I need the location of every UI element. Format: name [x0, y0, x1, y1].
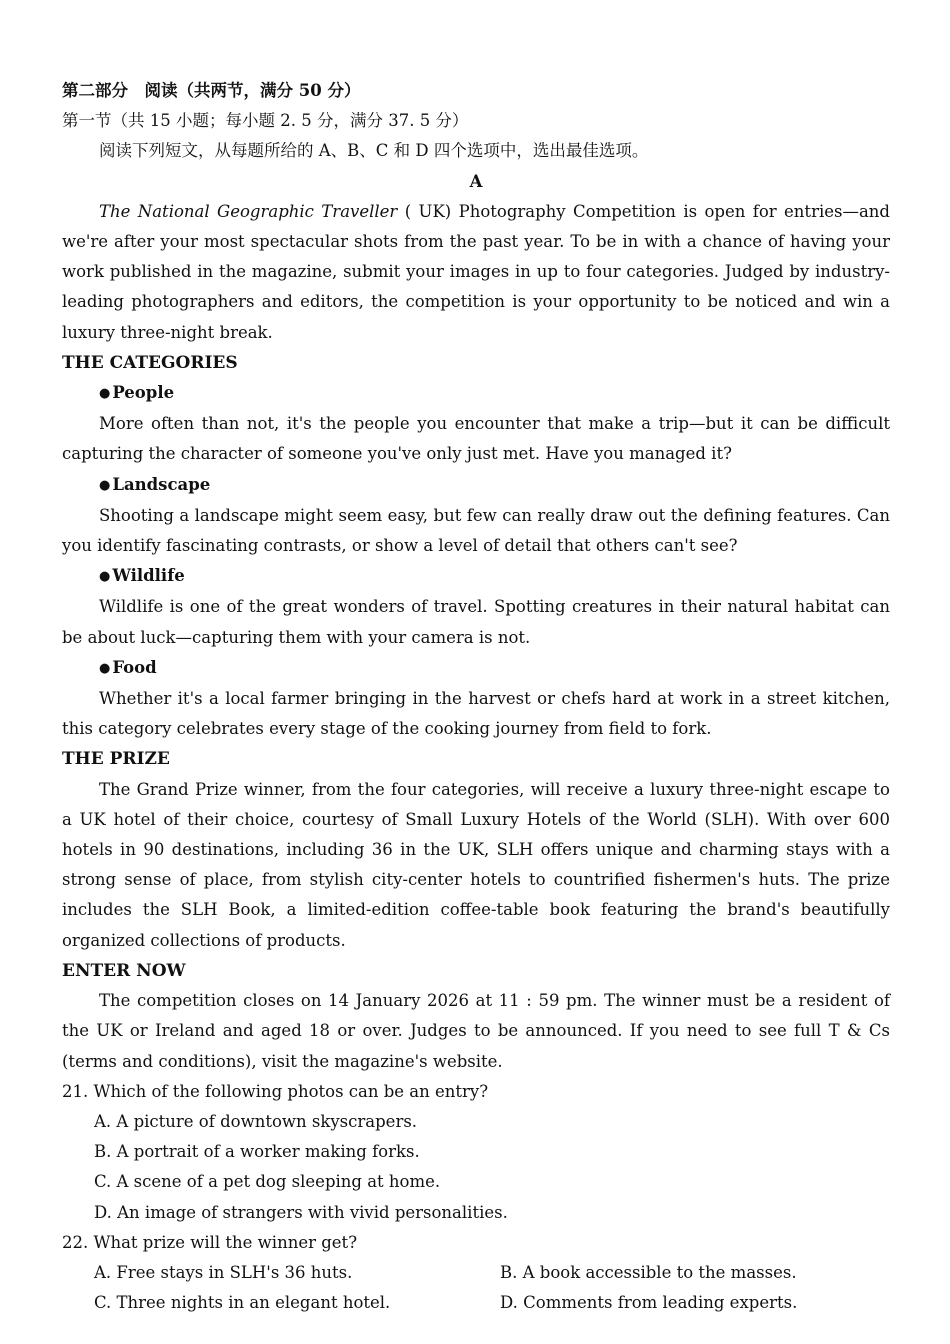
option-22-d: D. Comments from leading experts.	[500, 1293, 798, 1313]
category-name: Landscape	[112, 474, 211, 494]
option-22-b: B. A book accessible to the masses.	[500, 1262, 797, 1282]
options-row	[62, 1258, 890, 1288]
category-landscape	[62, 470, 890, 501]
category-people	[62, 378, 890, 409]
passage-label: A	[469, 171, 483, 191]
options-row	[62, 1288, 890, 1318]
option-21-c: C. A scene of a pet dog sleeping at home.	[94, 1172, 441, 1192]
instructions: 阅读下列短文，从每题所给的 A、B、C 和 D 四个选项中，选出最佳选项。	[99, 141, 649, 161]
option-22-a: A. Free stays in SLH's 36 huts.	[94, 1262, 353, 1282]
prize-heading: THE PRIZE	[62, 749, 170, 770]
magazine-title: The National Geographic Traveller	[99, 201, 398, 221]
category-name: People	[112, 383, 175, 403]
bullet-icon: ●	[99, 386, 111, 402]
enter-text: The competition closes on 14 January 2026 at 11 : 59 pm. The winner must be a resident of the UK or Ireland and aged 18 or over. Judges to be announced. If you need to see full T & Cs (terms and conditions), visit the magazine's website.	[62, 991, 890, 1071]
bullet-icon: ●	[99, 569, 111, 585]
prize-text: The Grand Prize winner, from the four categories, will receive a luxury three-night escape to a UK hotel of their choice, courtesy of Small Luxury Hotels of the World (SLH). With over 600 hotels in 90 destinations, including 36 in the UK, SLH offers unique and charming stays with a strong sense of place, from stylish city-center hotels to countrified fishermen's huts. The prize includes the SLH Book, a limited-edition coffee-table book featuring the brand's beautifully organized collections of products.	[62, 779, 890, 950]
exam-page	[62, 76, 890, 1318]
category-food	[62, 653, 890, 684]
section-title: 第一节（共 15 小题；每小题 2. 5 分，满分 37. 5 分）	[62, 111, 469, 131]
category-text: Shooting a landscape might seem easy, but few can really draw out the defining features. Can you identify fascinating contrasts, or show a level of detail that others can't see?	[62, 505, 890, 556]
bullet-icon: ●	[99, 477, 111, 493]
question-21-stem: 21. Which of the following photos can be an entry?	[62, 1081, 489, 1101]
category-text: Wildlife is one of the great wonders of travel. Spotting creatures in their natural habitat can be about luck—capturing them with your camera is not.	[62, 597, 890, 647]
category-wildlife	[62, 561, 890, 592]
category-name: Food	[112, 657, 157, 677]
category-text: Whether it's a local farmer bringing in the harvest or chefs hard at work in a street kitchen, this category celebrates every stage of the cooking journey from field to fork.	[62, 689, 890, 739]
enter-heading: ENTER NOW	[62, 960, 186, 981]
passage-intro	[62, 197, 890, 348]
question-22-stem: 22. What prize will the winner get?	[62, 1232, 358, 1252]
option-21-b: B. A portrait of a worker making forks.	[94, 1142, 420, 1162]
bullet-icon: ●	[99, 660, 111, 676]
option-21-a: A. A picture of downtown skyscrapers.	[94, 1111, 418, 1131]
category-text: More often than not, it's the people you encounter that make a trip—but it can be difficult capturing the character of someone you've only just met. Have you managed it?	[62, 414, 890, 464]
category-name: Wildlife	[112, 566, 185, 586]
option-22-c: C. Three nights in an elegant hotel.	[94, 1293, 391, 1313]
categories-heading: THE CATEGORIES	[62, 352, 238, 373]
option-21-d: D. An image of strangers with vivid personalities.	[94, 1202, 508, 1222]
part-title: 第二部分 阅读（共两节，满分 50 分）	[62, 81, 361, 100]
intro-text: ( UK) Photography Competition is open for entries—and we're after your most spectacular shots from the past year. To be in with a chance of having your work published in the magazine, submit your images in up to four categories. Judged by industry-leading photographers and editors, the competition is your opportunity to be noticed and win a luxury three-night break.	[62, 201, 890, 342]
